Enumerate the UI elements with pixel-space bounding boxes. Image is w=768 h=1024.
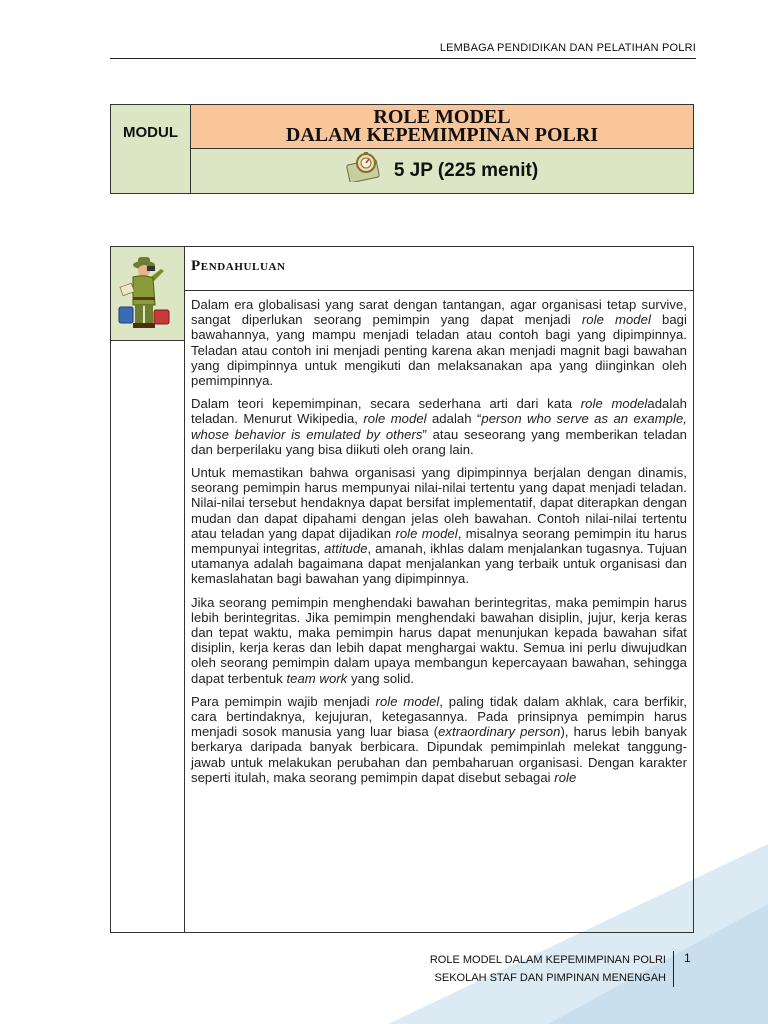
- text-run: Dalam era globalisasi yang sarat dengan tantangan, agar organisasi tetap survive, sangat diperlukan seorang pemimpin yang dapat menjadi: [191, 297, 687, 328]
- footer-divider: [673, 951, 674, 987]
- italic-run: person who serve as an example, whose behavior is emulated by others: [191, 411, 687, 442]
- text-run: ” atau seseorang yang memberikan teladan dan berperilaku yang bisa diikuti oleh orang lain.: [191, 426, 687, 457]
- header-institution: LEMBAGA PENDIDIKAN DAN PELATIHAN POLRI: [439, 42, 696, 54]
- modul-label: MODUL: [111, 105, 191, 193]
- icon-cell: [111, 247, 184, 341]
- italic-run: role: [554, 769, 577, 785]
- footer: [380, 951, 666, 987]
- italic-run: role model: [580, 396, 648, 412]
- text-run: Dalam teori kepemimpinan, secara sederhana arti dari kata: [191, 396, 581, 412]
- modul-duration: 5 JP (225 menit): [393, 160, 539, 181]
- section-body: [185, 291, 693, 932]
- text-run: adalah “: [426, 411, 482, 427]
- text-run: Untuk memastikan bahwa organisasi yang dipimpinnya berjalan dengan dinamis, seorang pemimpin harus mempunyai nilai-nilai tertentu yang dapat menjadi teladan. Nilai-nilai tersebut hendaknya dapat bersifat implementatif, dapat diterapkan dengan mudan dan dapat dipahami dengan jelas oleh bawahan. Contoh nilai-nilai tertentu atau teladan yang dapat dijadikan: [191, 465, 687, 541]
- paragraph: [191, 694, 687, 785]
- italic-run: role model: [581, 312, 651, 328]
- text-run: , amanah, ikhlas dalam menjalankan tugasnya. Tujuan utamanya adalah bagaimana dapat menjalankan yang terbaik untuk organisasi dan kemaslahatan bagi bawahan yang dipimpinnya.: [191, 541, 687, 587]
- content-table: [110, 246, 694, 933]
- italic-run: role model: [363, 411, 427, 427]
- header-rule: [110, 58, 696, 59]
- text-run: yang solid.: [347, 670, 415, 686]
- modul-table: [110, 104, 694, 194]
- text-run: Para pemimpin wajib menjadi: [191, 693, 376, 709]
- paragraph: [191, 396, 687, 457]
- footer-school: SEKOLAH STAF DAN PIMPINAN MENENGAH: [434, 972, 666, 984]
- modul-duration-cell: [191, 149, 693, 193]
- text-run: bagi bawahannya, yang mampu menjadi teladan atau contoh bagi yang dipimpinnya. Teladan atau contoh ini menjadi penting karena akan menjadi magnit bagi bawahan yang dipimpinnya untuk mengikuti dan melaksanakan apa yang diinginkan oleh pemimpinnya.: [191, 312, 687, 389]
- modul-title-line1: ROLE MODEL: [373, 106, 511, 128]
- section-heading: Pendahuluan: [185, 247, 693, 291]
- italic-run: role model: [395, 525, 458, 541]
- modul-title-line2: DALAM KEPEMIMPINAN POLRI: [285, 124, 599, 146]
- icon-column: [111, 247, 185, 932]
- paragraph: [191, 595, 687, 686]
- compass-icon: [346, 152, 386, 182]
- footer-title: ROLE MODEL DALAM KEPEMIMPINAN POLRI: [429, 954, 666, 966]
- modul-title: [191, 105, 693, 149]
- text-run: ), harus lebih banyak berkarya daripada banyak berbicara. Dipundak pemimpinlah melekat tanggung-jawab untuk melakukan perubahan dan pembaharuan organisasi. Dengan karakter seperti itulah, maka seorang pemimpin dapat disebut sebagai: [191, 724, 688, 785]
- text-run: adalah teladan. Menurut Wikipedia,: [191, 396, 687, 427]
- italic-run: extraordinary person: [438, 724, 561, 740]
- italic-run: attitude: [324, 541, 368, 557]
- explorer-figure-icon: [111, 247, 184, 340]
- italic-run: team work: [286, 670, 348, 686]
- text-run: , misalnya seorang pemimpin itu harus mempunyai integritas,: [191, 525, 687, 557]
- paragraph: [191, 465, 687, 587]
- text-run: Jika seorang pemimpin menghendaki bawahan berintegritas, maka pemimpin harus lebih berintegritas. Jika pemimpin menghendaki bawahan disiplin, jujur, kerja keras dan tepat waktu, maka pemimpin harus dapat menunjukan kepada bawahan sifat disiplin, kerja keras dan lebih dapat menghargai waktu. Semua ini perlu diwujudkan oleh seorang pemimpin dalam upaya membangun kepercayaan bawahan, sehingga dapat terbentuk: [191, 594, 687, 686]
- paragraph: [191, 297, 687, 388]
- italic-run: role model: [375, 693, 440, 709]
- page-number: 1: [684, 951, 691, 965]
- text-run: , paling tidak dalam akhlak, cara berfikir, cara bertindaknya, kejujuran, ketegasannya. Pada prinsipnya pemimpin harus menjadi sosok manusia yang luar biasa (: [191, 693, 688, 740]
